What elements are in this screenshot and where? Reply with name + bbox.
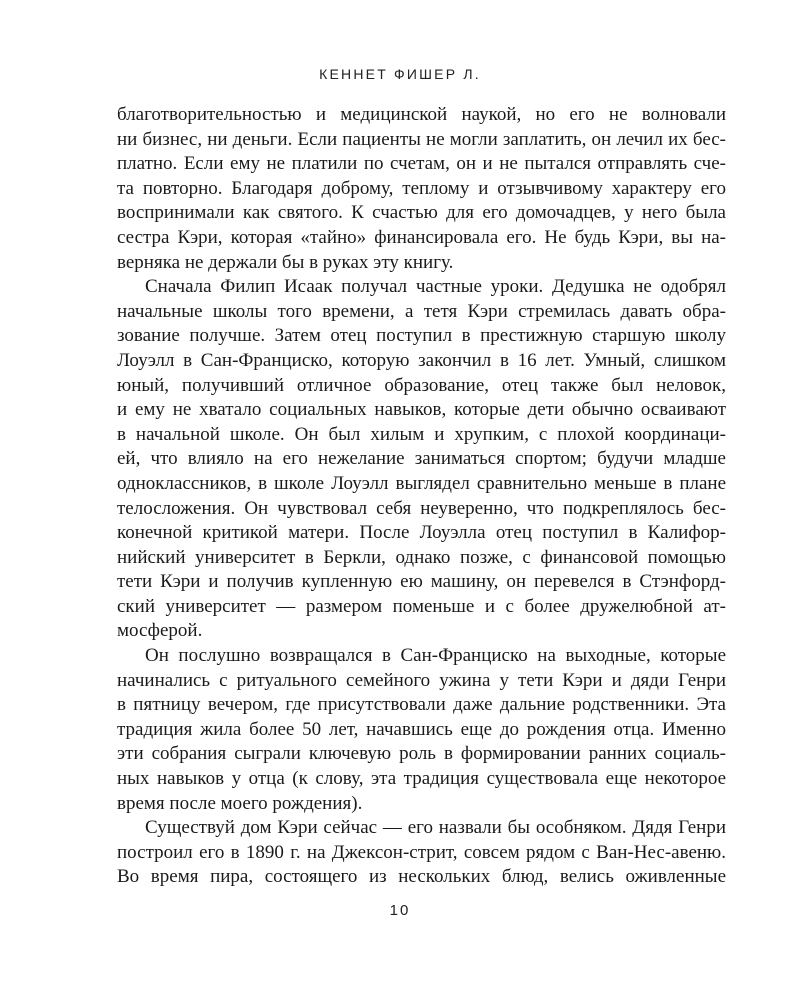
paragraph bbox=[117, 644, 726, 816]
running-head: КЕННЕТ ФИШЕР Л. bbox=[319, 66, 481, 82]
text-line: построил его в 1890 г. на Джексон-стрит, совсем рядом с Ван-Нес-авеню. bbox=[117, 841, 726, 863]
text-line: сестра Кэри, которая «тайно» финансировала его. Не будь Кэри, вы на- bbox=[117, 226, 726, 248]
text-line: начинались с ритуального семейного ужина у тети Кэри и дяди Генри bbox=[117, 669, 726, 691]
text-line: та повторно. Благодаря доброму, теплому и отзывчивому характеру его bbox=[117, 177, 726, 199]
text-line: телосложения. Он чувствовал себя неуверенно, что подкреплялось бес- bbox=[117, 497, 726, 519]
text-line: Во время пира, состоящего из нескольких блюд, велись оживленные bbox=[117, 866, 726, 888]
text-line: в начальной школе. Он был хилым и хрупким, с плохой координаци- bbox=[117, 423, 726, 445]
text-line: конечной критикой матери. После Лоуэлла отец поступил в Калифор- bbox=[117, 522, 726, 544]
text-line: мосферой. bbox=[117, 620, 203, 642]
paragraph bbox=[117, 103, 726, 275]
text-line: традиция жила более 50 лет, начавшись еще до рождения отца. Именно bbox=[117, 718, 726, 740]
text-line: ни бизнес, ни деньги. Если пациенты не могли заплатить, он лечил их бес- bbox=[117, 128, 726, 150]
text-line: ей, что влияло на его нежелание заниматься спортом; будучи младше bbox=[117, 448, 726, 470]
text-line: начальные школы того времени, а тетя Кэри стремилась давать обра- bbox=[117, 300, 726, 322]
text-line: Существуй дом Кэри сейчас — его назвали бы особняком. Дядя Генри bbox=[145, 817, 726, 839]
text-line: верняка не держали бы в руках эту книгу. bbox=[117, 251, 454, 273]
text-line: благотворительностью и медицинской наукой, но его не волновали bbox=[117, 104, 726, 125]
text-line: эти собрания сыграли ключевую роль в формировании ранних социаль- bbox=[117, 743, 726, 765]
text-line: ский университет — размером поменьше и с более дружелюбной ат- bbox=[117, 595, 726, 617]
paragraph bbox=[117, 275, 726, 644]
text-line: Лоуэлл в Сан-Франциско, которую закончил в 16 лет. Умный, слишком bbox=[117, 349, 726, 371]
body-text bbox=[117, 103, 726, 890]
text-line: время после моего рождения). bbox=[117, 792, 363, 814]
text-line: платно. Если ему не платили по счетам, он и не пытался отправлять сче- bbox=[117, 153, 726, 175]
text-line: и ему не хватало социальных навыков, которые дети обычно осваивают bbox=[117, 399, 726, 421]
text-line: тети Кэри и получив купленную ею машину, он перевелся в Стэнфорд- bbox=[117, 571, 726, 593]
text-line: Он послушно возвращался в Сан-Франциско на выходные, которые bbox=[145, 645, 726, 667]
text-line: нийский университет в Беркли, однако позже, с финансовой помощью bbox=[117, 546, 726, 568]
text-line: юный, получивший отличное образование, отец также был неловок, bbox=[117, 374, 726, 396]
text-line: зование получше. Затем отец поступил в престижную старшую школу bbox=[117, 325, 726, 347]
text-line: в пятницу вечером, где присутствовали даже дальние родственники. Эта bbox=[117, 694, 726, 716]
text-line: ных навыков у отца (к слову, эта традиция существовала еще некоторое bbox=[117, 768, 726, 790]
text-line: одноклассников, в школе Лоуэлл выглядел сравнительно меньше в плане bbox=[117, 472, 726, 494]
page-number: 10 bbox=[389, 902, 411, 919]
text-line: Сначала Филип Исаак получал частные уроки. Дедушка не одобрял bbox=[145, 276, 726, 298]
text-line: воспринимали как святого. К счастью для его домочадцев, у него была bbox=[117, 202, 726, 224]
paragraph bbox=[117, 816, 726, 890]
